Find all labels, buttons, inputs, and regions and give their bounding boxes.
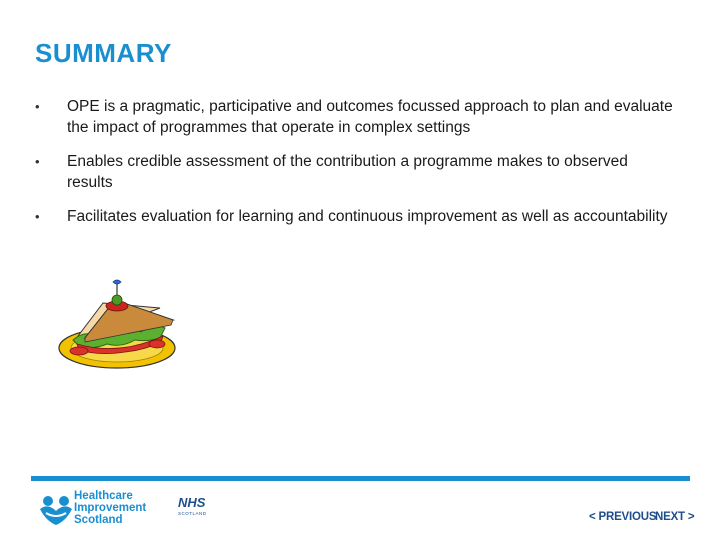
bullet-marker: • <box>35 99 40 114</box>
bullet-item <box>35 206 675 227</box>
previous-button[interactable]: < PREVIOUS <box>589 511 657 523</box>
nhs-label: NHS <box>178 495 206 510</box>
bullet-marker: • <box>35 209 40 224</box>
next-button[interactable]: NEXT > <box>655 511 695 523</box>
bullet-text: Enables credible assessment of the contribution a programme makes to observed results <box>67 153 628 191</box>
footer-divider <box>31 476 690 481</box>
sandwich-illustration <box>55 278 180 373</box>
nhs-scotland-logo <box>178 495 212 525</box>
bullet-text: OPE is a pragmatic, participative and outcomes focussed approach to plan and evaluate the impact of programmes that operate in complex settings <box>67 98 673 136</box>
org-name-line2: Improvement <box>74 502 147 514</box>
bullet-item <box>35 151 675 193</box>
bullet-text: Facilitates evaluation for learning and continuous improvement as well as accountability <box>67 208 668 225</box>
org-name-line1: Healthcare <box>74 490 133 502</box>
bullet-list <box>35 96 675 240</box>
nhs-sub-label: SCOTLAND <box>178 511 207 516</box>
healthcare-improvement-scotland-logo-icon <box>36 491 76 527</box>
slide-title: SUMMARY <box>35 38 172 68</box>
bullet-item <box>35 96 675 138</box>
org-name <box>74 490 146 526</box>
bullet-marker: • <box>35 154 40 169</box>
org-name-line3: Scotland <box>74 514 123 526</box>
